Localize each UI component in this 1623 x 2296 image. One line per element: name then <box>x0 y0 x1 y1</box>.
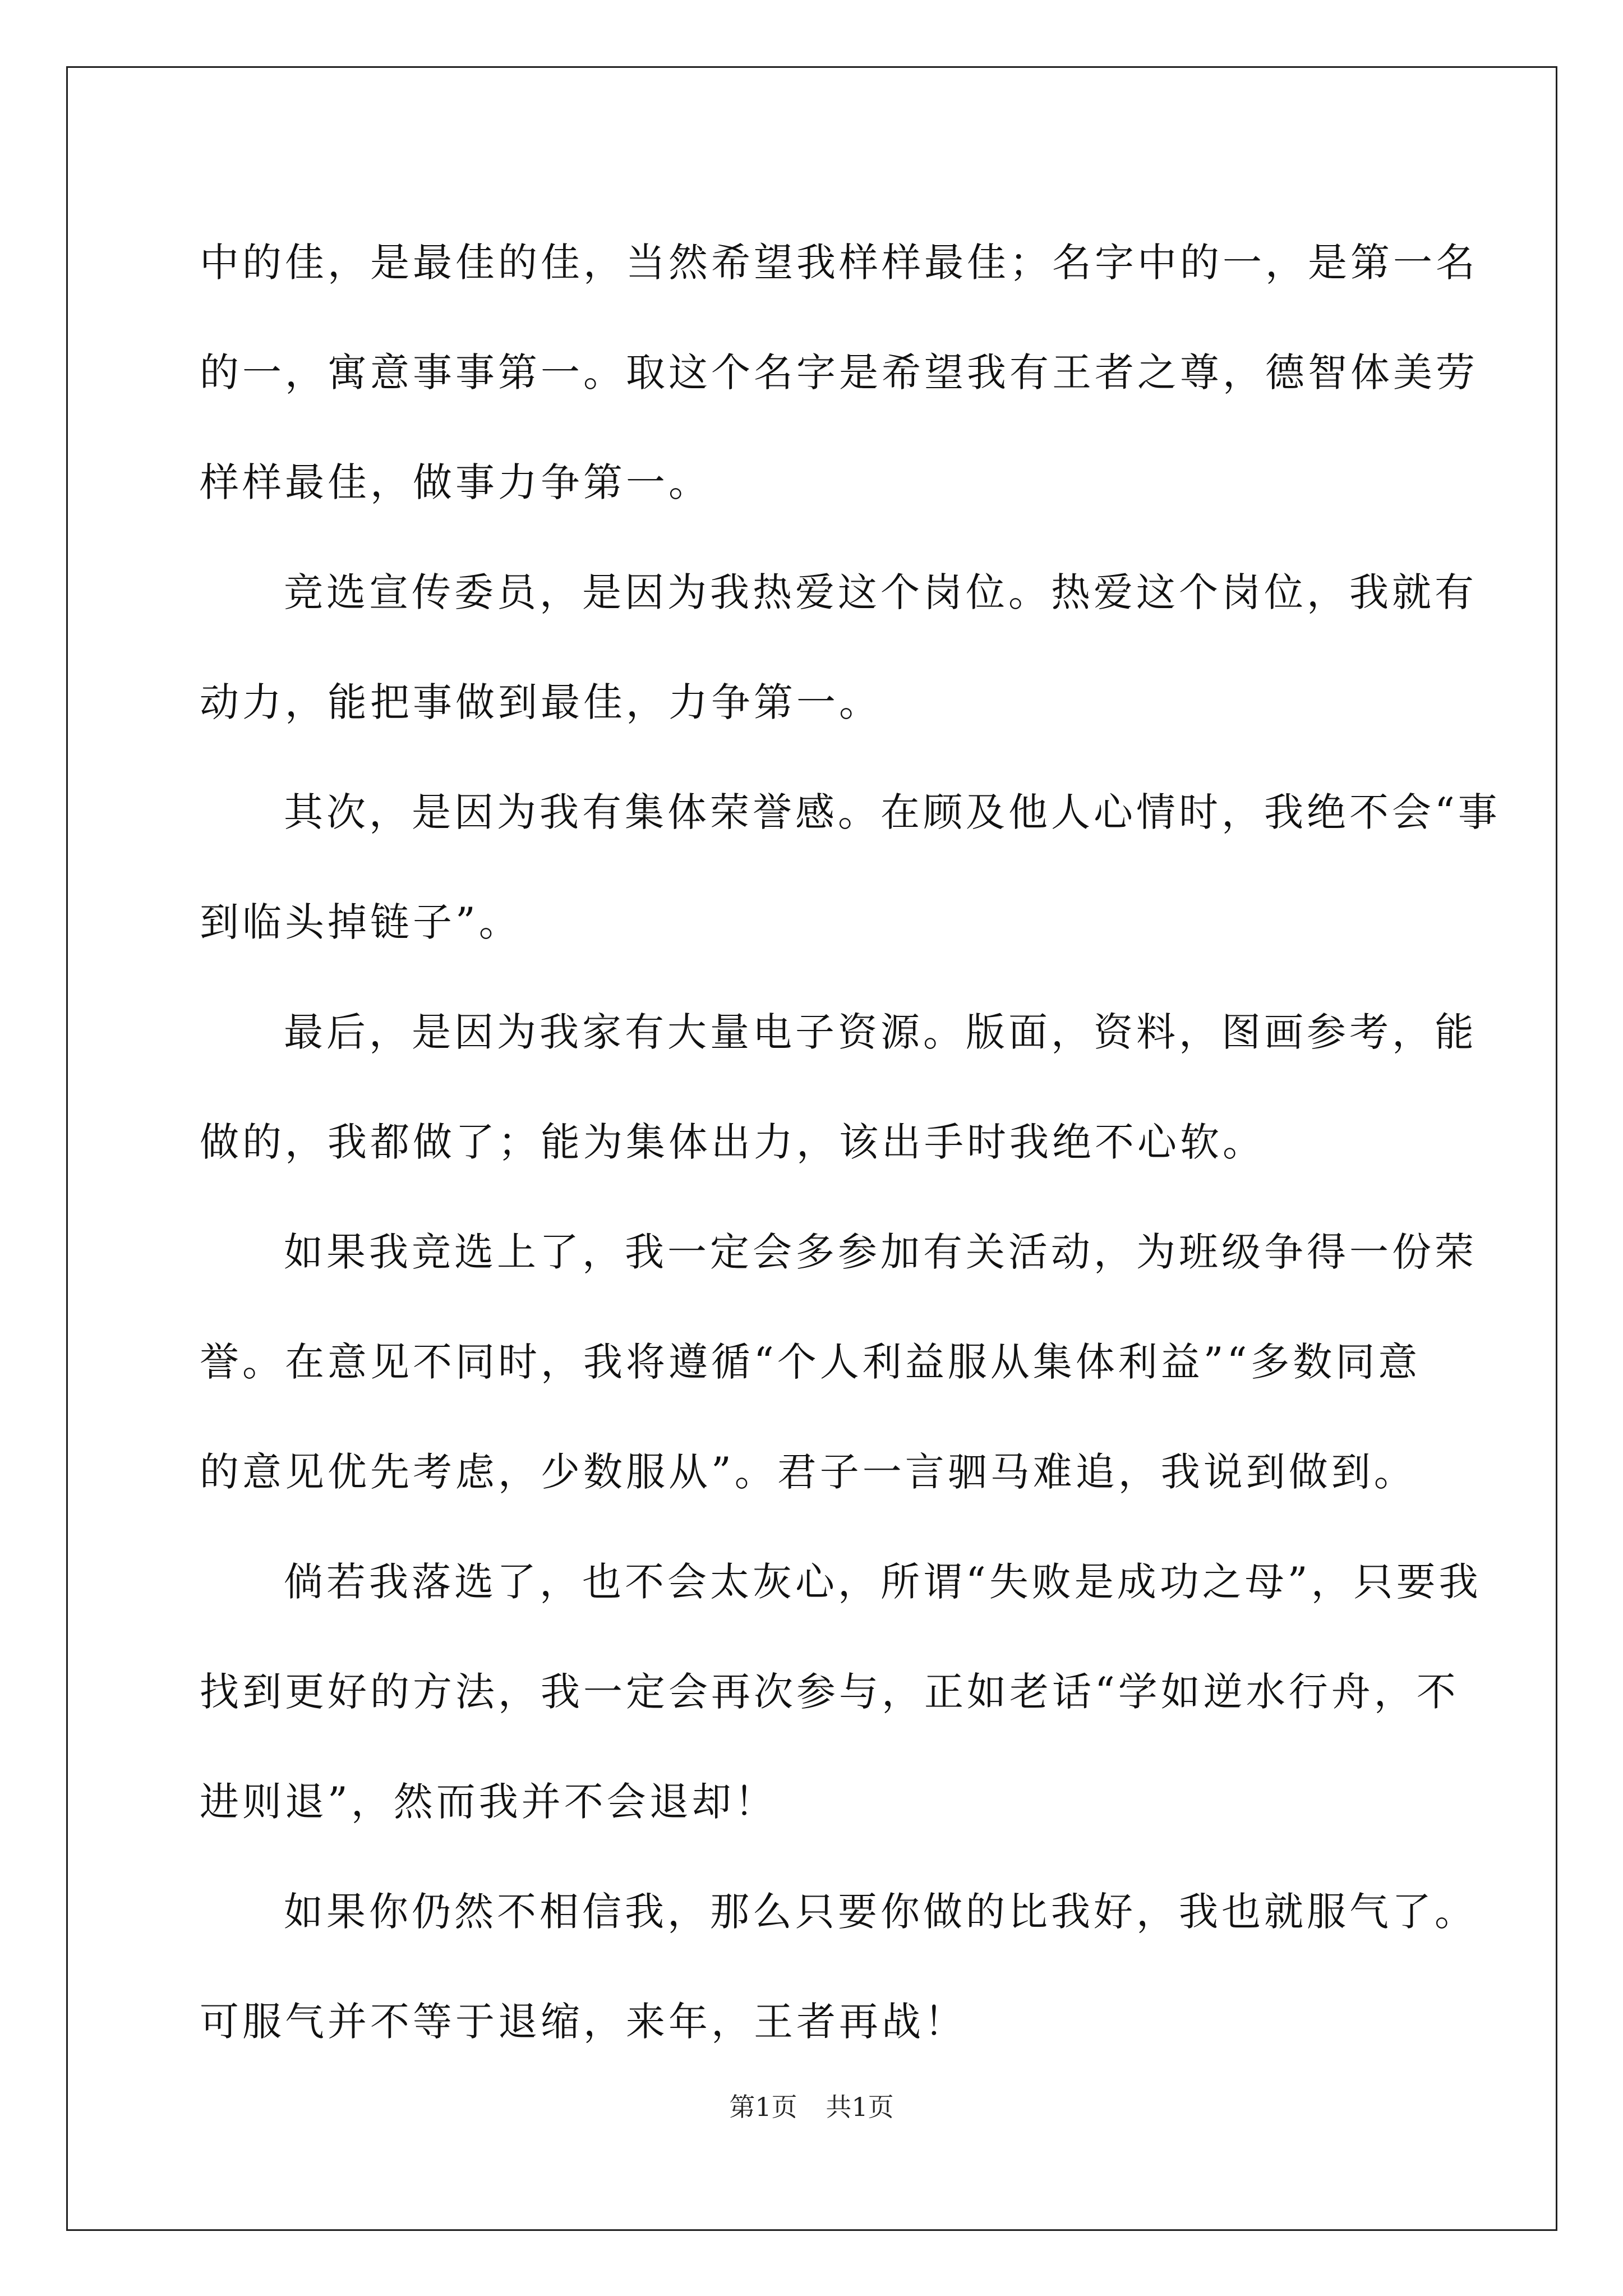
page-total: 共1页 <box>826 2092 894 2122</box>
paragraph-start-line: 其次，是因为我有集体荣誉感。在顾及他人心情时，我绝不会“事 <box>284 789 1501 835</box>
text-line: 动力，能把事做到最佳，力争第一。 <box>200 679 882 725</box>
text-line: 中的佳，是最佳的佳，当然希望我样样最佳；名字中的一，是第一名 <box>200 240 1478 286</box>
text-line: 的一，寓意事事第一。取这个名字是希望我有王者之尊，德智体美劳 <box>200 349 1478 395</box>
text-line: 到临头掉链子”。 <box>200 899 522 945</box>
paragraph-start-line: 最后，是因为我家有大量电子资源。版面，资料，图画参考，能 <box>284 1009 1477 1055</box>
text-line: 进则退”，然而我并不会退却！ <box>200 1779 777 1825</box>
paragraph-start-line: 竞选宣传委员，是因为我热爱这个岗位。热爱这个岗位，我就有 <box>284 569 1477 615</box>
text-line: 样样最佳，做事力争第一。 <box>200 459 711 505</box>
document-body <box>200 208 1501 2077</box>
text-line: 做的，我都做了；能为集体出力，该出手时我绝不心软。 <box>200 1119 1265 1165</box>
paragraph-start-line: 如果你仍然不相信我，那么只要你做的比我好，我也就服气了。 <box>284 1889 1477 1935</box>
text-line: 的意见优先考虑，少数服从”。君子一言驷马难追，我说到做到。 <box>200 1449 1417 1495</box>
page-footer <box>0 2087 1623 2124</box>
text-line: 誉。在意见不同时，我将遵循“个人利益服从集体利益”“多数同意 <box>200 1339 1421 1385</box>
text-line: 找到更好的方法，我一定会再次参与，正如老话“学如逆水行舟，不 <box>200 1669 1459 1715</box>
text-line: 可服气并不等于退缩，来年，王者再战！ <box>200 1999 967 2045</box>
paragraph-start-line: 倘若我落选了，也不会太灰心，所谓“失败是成功之母”，只要我 <box>284 1559 1482 1605</box>
paragraph-start-line: 如果我竞选上了，我一定会多参加有关活动，为班级争得一份荣 <box>284 1229 1477 1275</box>
page-number: 第1页 <box>729 2092 797 2122</box>
